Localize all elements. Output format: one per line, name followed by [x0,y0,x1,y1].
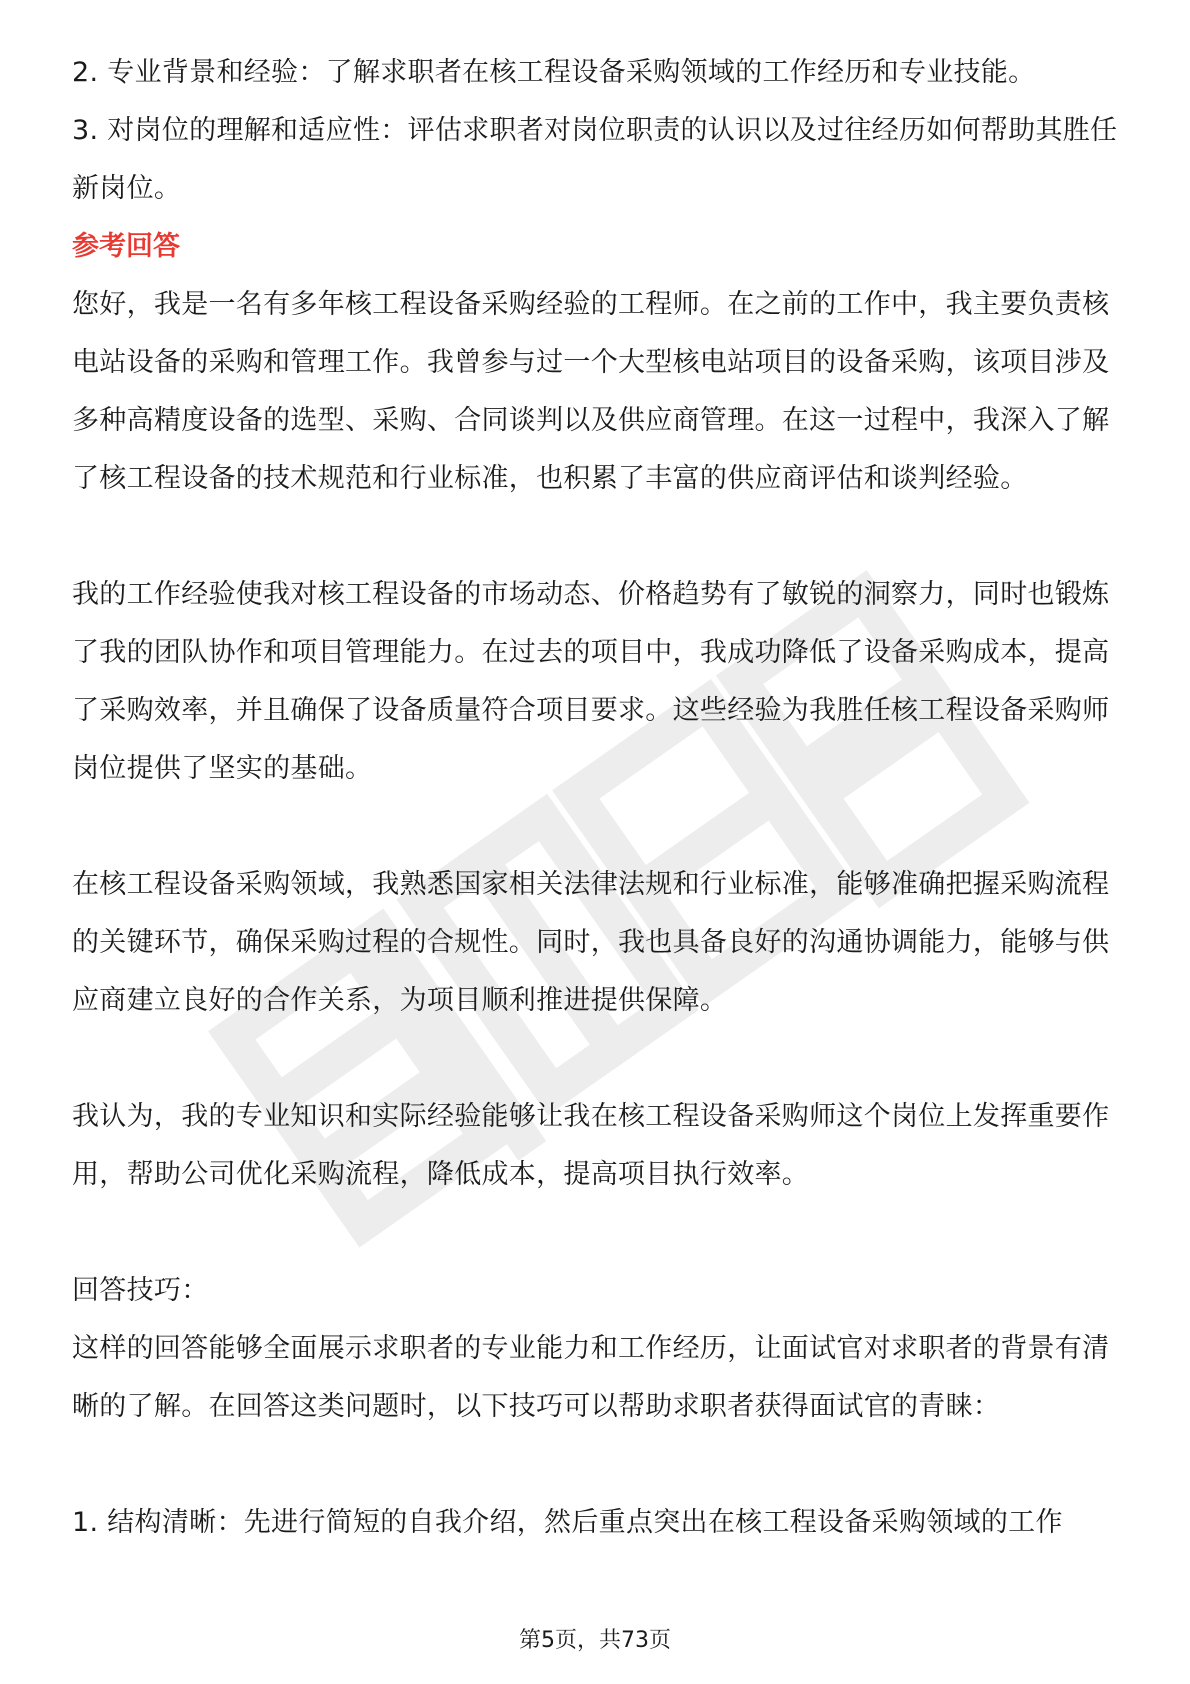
intro-point-2: 2. 专业背景和经验：了解求职者在核工程设备采购领域的工作经历和专业技能。 [72,57,1036,88]
tips-intro: 这样的回答能够全面展示求职者的专业能力和工作经历，让面试官对求职者的背景有清晰的了解。在回答这类问题时，以下技巧可以帮助求职者获得面试官的青睐： [72,1333,1110,1422]
answer-paragraph-3: 在核工程设备采购领域，我熟悉国家相关法律法规和行业标准，能够准确把握采购流程的关键环节，确保采购过程的合规性。同时，我也具备良好的沟通协调能力，能够与供应商建立良好的合作关系，为项目顺利推进提供保障。 [72,869,1110,1016]
paragraph-gap [72,1204,1118,1262]
page-number-footer: 第5页，共73页 [519,1628,671,1653]
answer-paragraph-4: 我认为，我的专业知识和实际经验能够让我在核工程设备采购师这个岗位上发挥重要作用，帮助公司优化采购流程，降低成本，提高项目执行效率。 [72,1101,1110,1190]
paragraph-gap [72,508,1118,566]
paragraph-gap [72,1436,1118,1494]
paragraph-gap [72,798,1118,856]
tips-point-1: 1. 结构清晰：先进行简短的自我介绍，然后重点突出在核工程设备采购领域的工作 [72,1507,1063,1538]
paragraph-gap [72,1030,1118,1088]
reference-answer-heading: 参考回答 [72,231,180,262]
answer-paragraph-1: 您好，我是一名有多年核工程设备采购经验的工程师。在之前的工作中，我主要负责核电站设备的采购和管理工作。我曾参与过一个大型核电站项目的设备采购，该项目涉及多种高精度设备的选型、采购、合同谈判以及供应商管理。在这一过程中，我深入了解了核工程设备的技术规范和行业标准，也积累了丰富的供应商评估和谈判经验。 [72,289,1110,494]
intro-point-3: 3. 对岗位的理解和适应性：评估求职者对岗位职责的认识以及过往经历如何帮助其胜任新岗位。 [72,115,1118,204]
document-body [72,44,1118,1552]
answer-paragraph-2: 我的工作经验使我对核工程设备的市场动态、价格趋势有了敏锐的洞察力，同时也锻炼了我的团队协作和项目管理能力。在过去的项目中，我成功降低了设备采购成本，提高了采购效率，并且确保了设备质量符合项目要求。这些经验为我胜任核工程设备采购师岗位提供了坚实的基础。 [72,579,1110,784]
tips-heading: 回答技巧： [72,1275,209,1306]
